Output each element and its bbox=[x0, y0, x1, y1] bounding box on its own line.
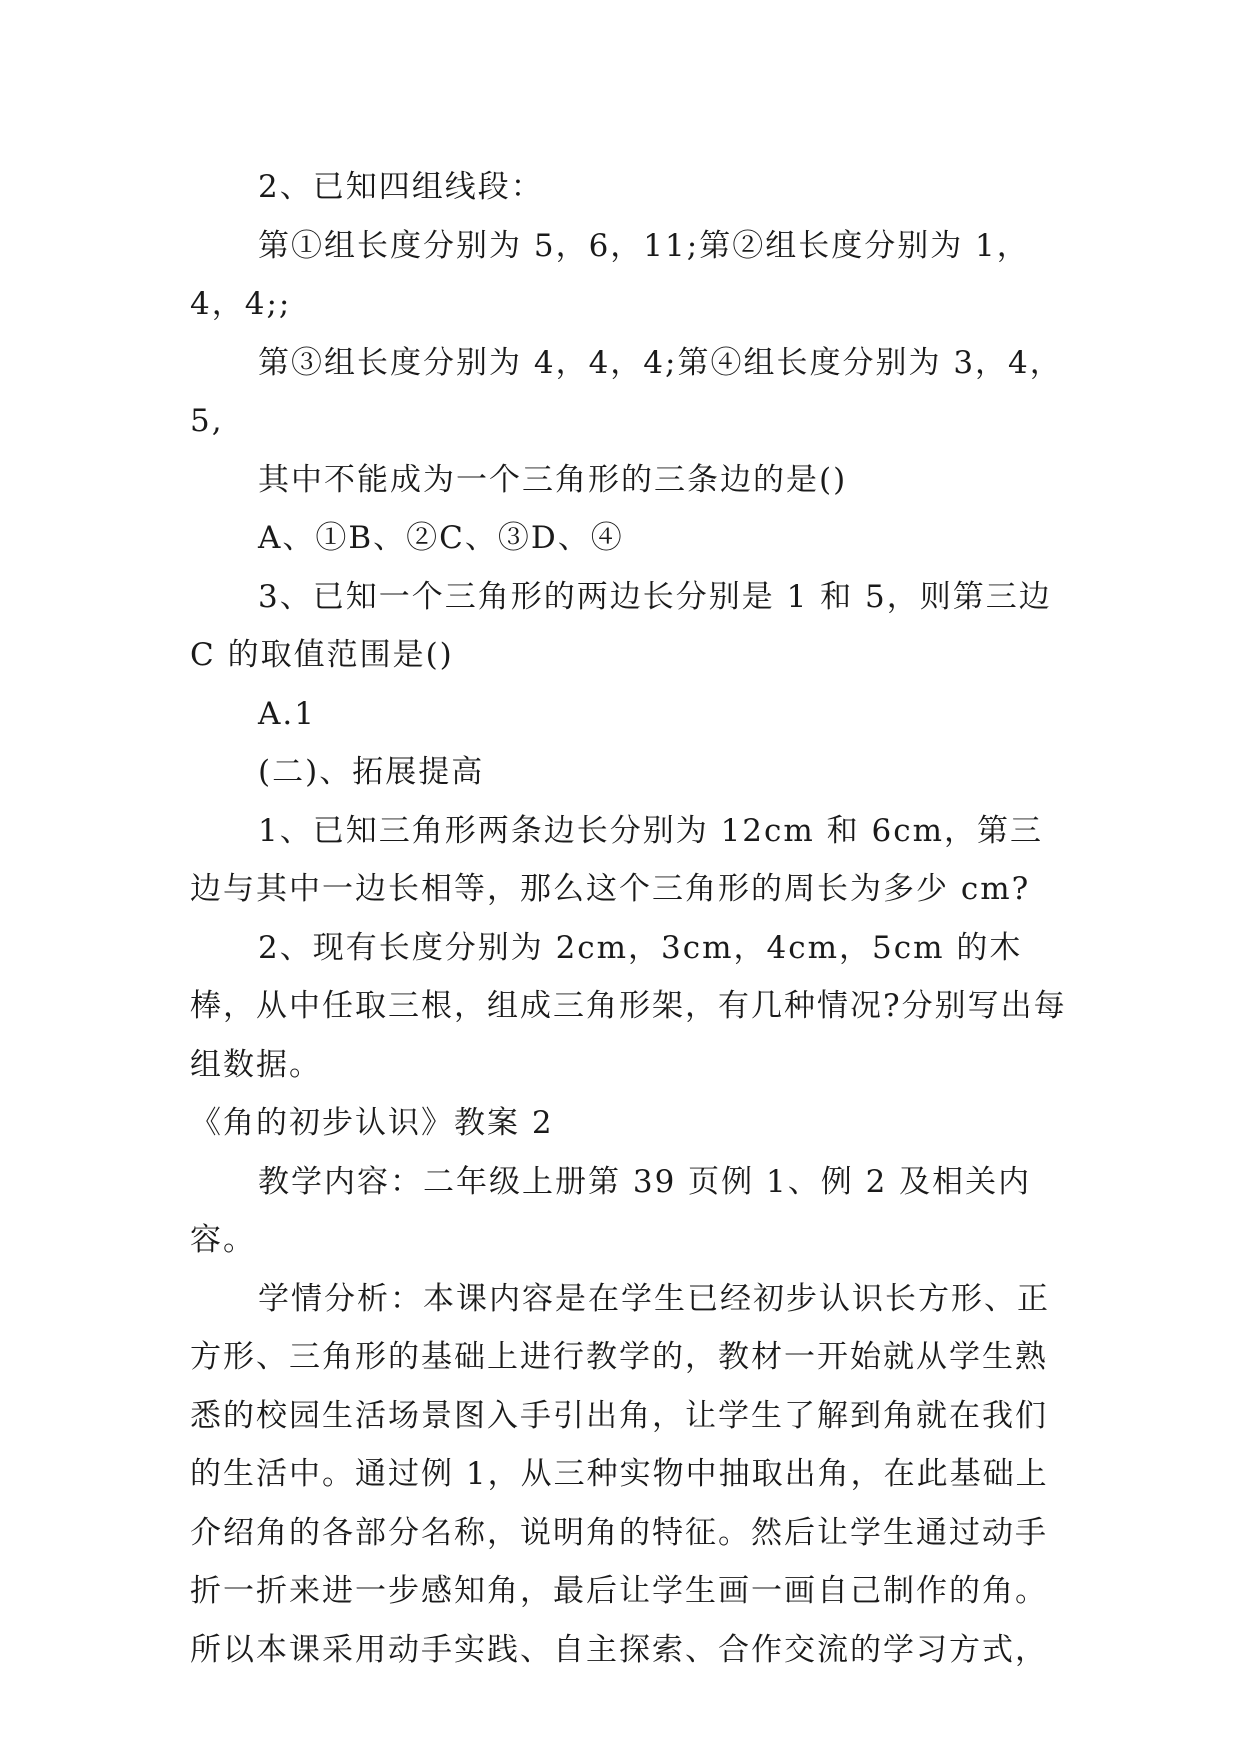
teaching-content: 教学内容：二年级上册第 39 页例 1、例 2 及相关内容。 bbox=[190, 1163, 1032, 1258]
group-1-2-lengths: 第①组长度分别为 5，6，11;第②组长度分别为 1，4，4;; bbox=[190, 227, 1030, 322]
group-3-4-lengths: 第③组长度分别为 4，4，4;第④组长度分别为 3，4，5, bbox=[190, 344, 1063, 439]
section-heading-extension: (二)、拓展提高 bbox=[258, 754, 485, 790]
document-body bbox=[190, 158, 1070, 1679]
extension-question-1: 1、已知三角形两条边长分别为 12cm 和 6cm，第三边与其中一边长相等，那么这个三角形的周长为多少 cm? bbox=[190, 812, 1043, 907]
question-3-option: A.1 bbox=[258, 695, 316, 732]
lesson-plan-title: 《角的初步认识》教案 2 bbox=[190, 1105, 554, 1141]
question-2-prompt: 其中不能成为一个三角形的三条边的是() bbox=[258, 461, 848, 498]
extension-question-2: 2、现有长度分别为 2cm，3cm，4cm，5cm 的木棒，从中任取三根，组成三角形架，有几种情况?分别写出每组数据。 bbox=[190, 929, 1067, 1083]
question-3: 3、已知一个三角形的两边长分别是 1 和 5，则第三边 C 的取值范围是() bbox=[190, 578, 1052, 673]
question-2-intro: 2、已知四组线段： bbox=[258, 169, 544, 205]
question-2-options: A、①B、②C、③D、④ bbox=[258, 520, 624, 556]
learning-analysis: 学情分析：本课内容是在学生已经初步认识长方形、正方形、三角形的基础上进行教学的，教材一开始就从学生熟悉的校园生活场景图入手引出角，让学生了解到角就在我们的生活中。通过例 1，从三种实物中抽取出角，在此基础上介绍角的各部分名称，说明角的特征。然后让学生通过动手折一折来进一步感知角，最后让学生画一画自己制作的角。所以本课采用动手实践、自主探索、合作交流的学习方式， bbox=[190, 1280, 1050, 1668]
